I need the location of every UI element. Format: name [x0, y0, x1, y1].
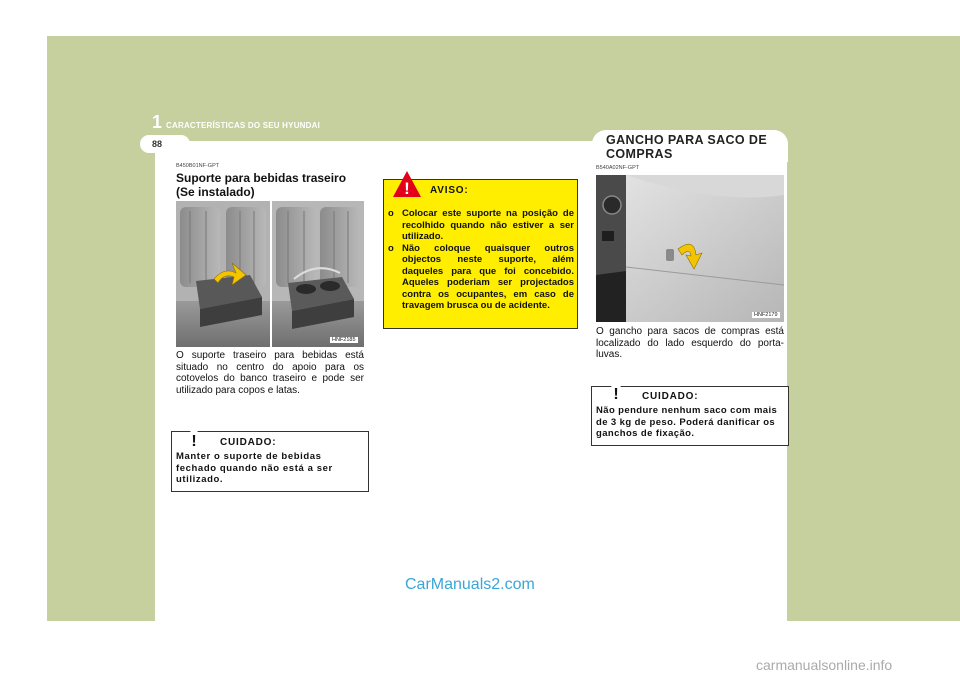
warning-bullet: o — [388, 208, 394, 219]
warning-bullet: o — [388, 242, 394, 254]
left-section-title: Suporte para bebidas traseiro (Se instalado) — [176, 171, 347, 199]
left-caution-box — [171, 431, 369, 492]
watermark-carmanualsonline[interactable]: carmanualsonline.info — [756, 657, 893, 673]
section-title: GANCHO PARA SACO DE COMPRAS — [606, 133, 768, 161]
right-caution-title: CUIDADO: — [642, 391, 699, 402]
chapter-header — [152, 112, 320, 133]
left-image-code: HNF2185 — [332, 337, 356, 343]
page-number: 88 — [152, 139, 163, 149]
right-caution-text: Não pendure nenhum saco com mais de 3 kg de peso. Poderá danificar os ganchos de fixação. — [596, 405, 778, 439]
warning-item — [388, 243, 574, 312]
left-caution-title: CUIDADO: — [220, 437, 277, 448]
svg-text:!: ! — [613, 386, 619, 403]
caution-triangle-icon — [602, 377, 630, 405]
left-section-code: B450B01NF-GPT — [176, 163, 220, 169]
warning-triangle-icon — [392, 169, 422, 199]
right-section-code: B540A02NF-GPT — [596, 165, 640, 171]
watermark-carmanuals2[interactable]: CarManuals2.com — [405, 576, 535, 593]
svg-text:!: ! — [191, 433, 197, 450]
warning-item — [388, 208, 574, 243]
page-number-tab — [140, 135, 190, 153]
warning-list — [388, 208, 574, 312]
svg-text:!: ! — [404, 179, 410, 198]
left-caution-text: Manter o suporte de bebidas fechado quando não está a ser utilizado. — [176, 451, 333, 485]
rear-cupholder-photo — [176, 201, 364, 347]
warning-item-text: Colocar este suporte na posição de recolhido quando não estiver a ser utilizado. — [402, 208, 574, 242]
chapter-title: CARACTERÍSTICAS DO SEU HYUNDAI — [166, 121, 321, 130]
caution-triangle-icon — [180, 424, 208, 452]
shopping-hook-illustration — [596, 175, 784, 322]
shopping-hook-photo — [596, 175, 784, 322]
right-body-text: O gancho para sacos de compras está localizado do lado esquerdo do porta-luvas. — [596, 326, 784, 361]
warning-title: AVISO: — [430, 185, 469, 196]
warning-item-text: Não coloque quaisquer outros objectos neste suporte, além daqueles para que foi concebido. Aqueles poderiam ser projectados contra os ocupantes, em caso de travagem brusca ou de acidente. — [402, 242, 574, 311]
chapter-number: 1 — [152, 112, 163, 132]
right-caution-box — [591, 386, 789, 446]
left-body-text: O suporte traseiro para bebidas está situado no centro do apoio para os cotovelos do banco traseiro e pode ser utilizado para copos e latas. — [176, 350, 364, 396]
warning-box — [383, 179, 578, 329]
rear-cupholder-illustration — [176, 201, 364, 347]
right-image-code: HNF2179 — [754, 312, 778, 318]
